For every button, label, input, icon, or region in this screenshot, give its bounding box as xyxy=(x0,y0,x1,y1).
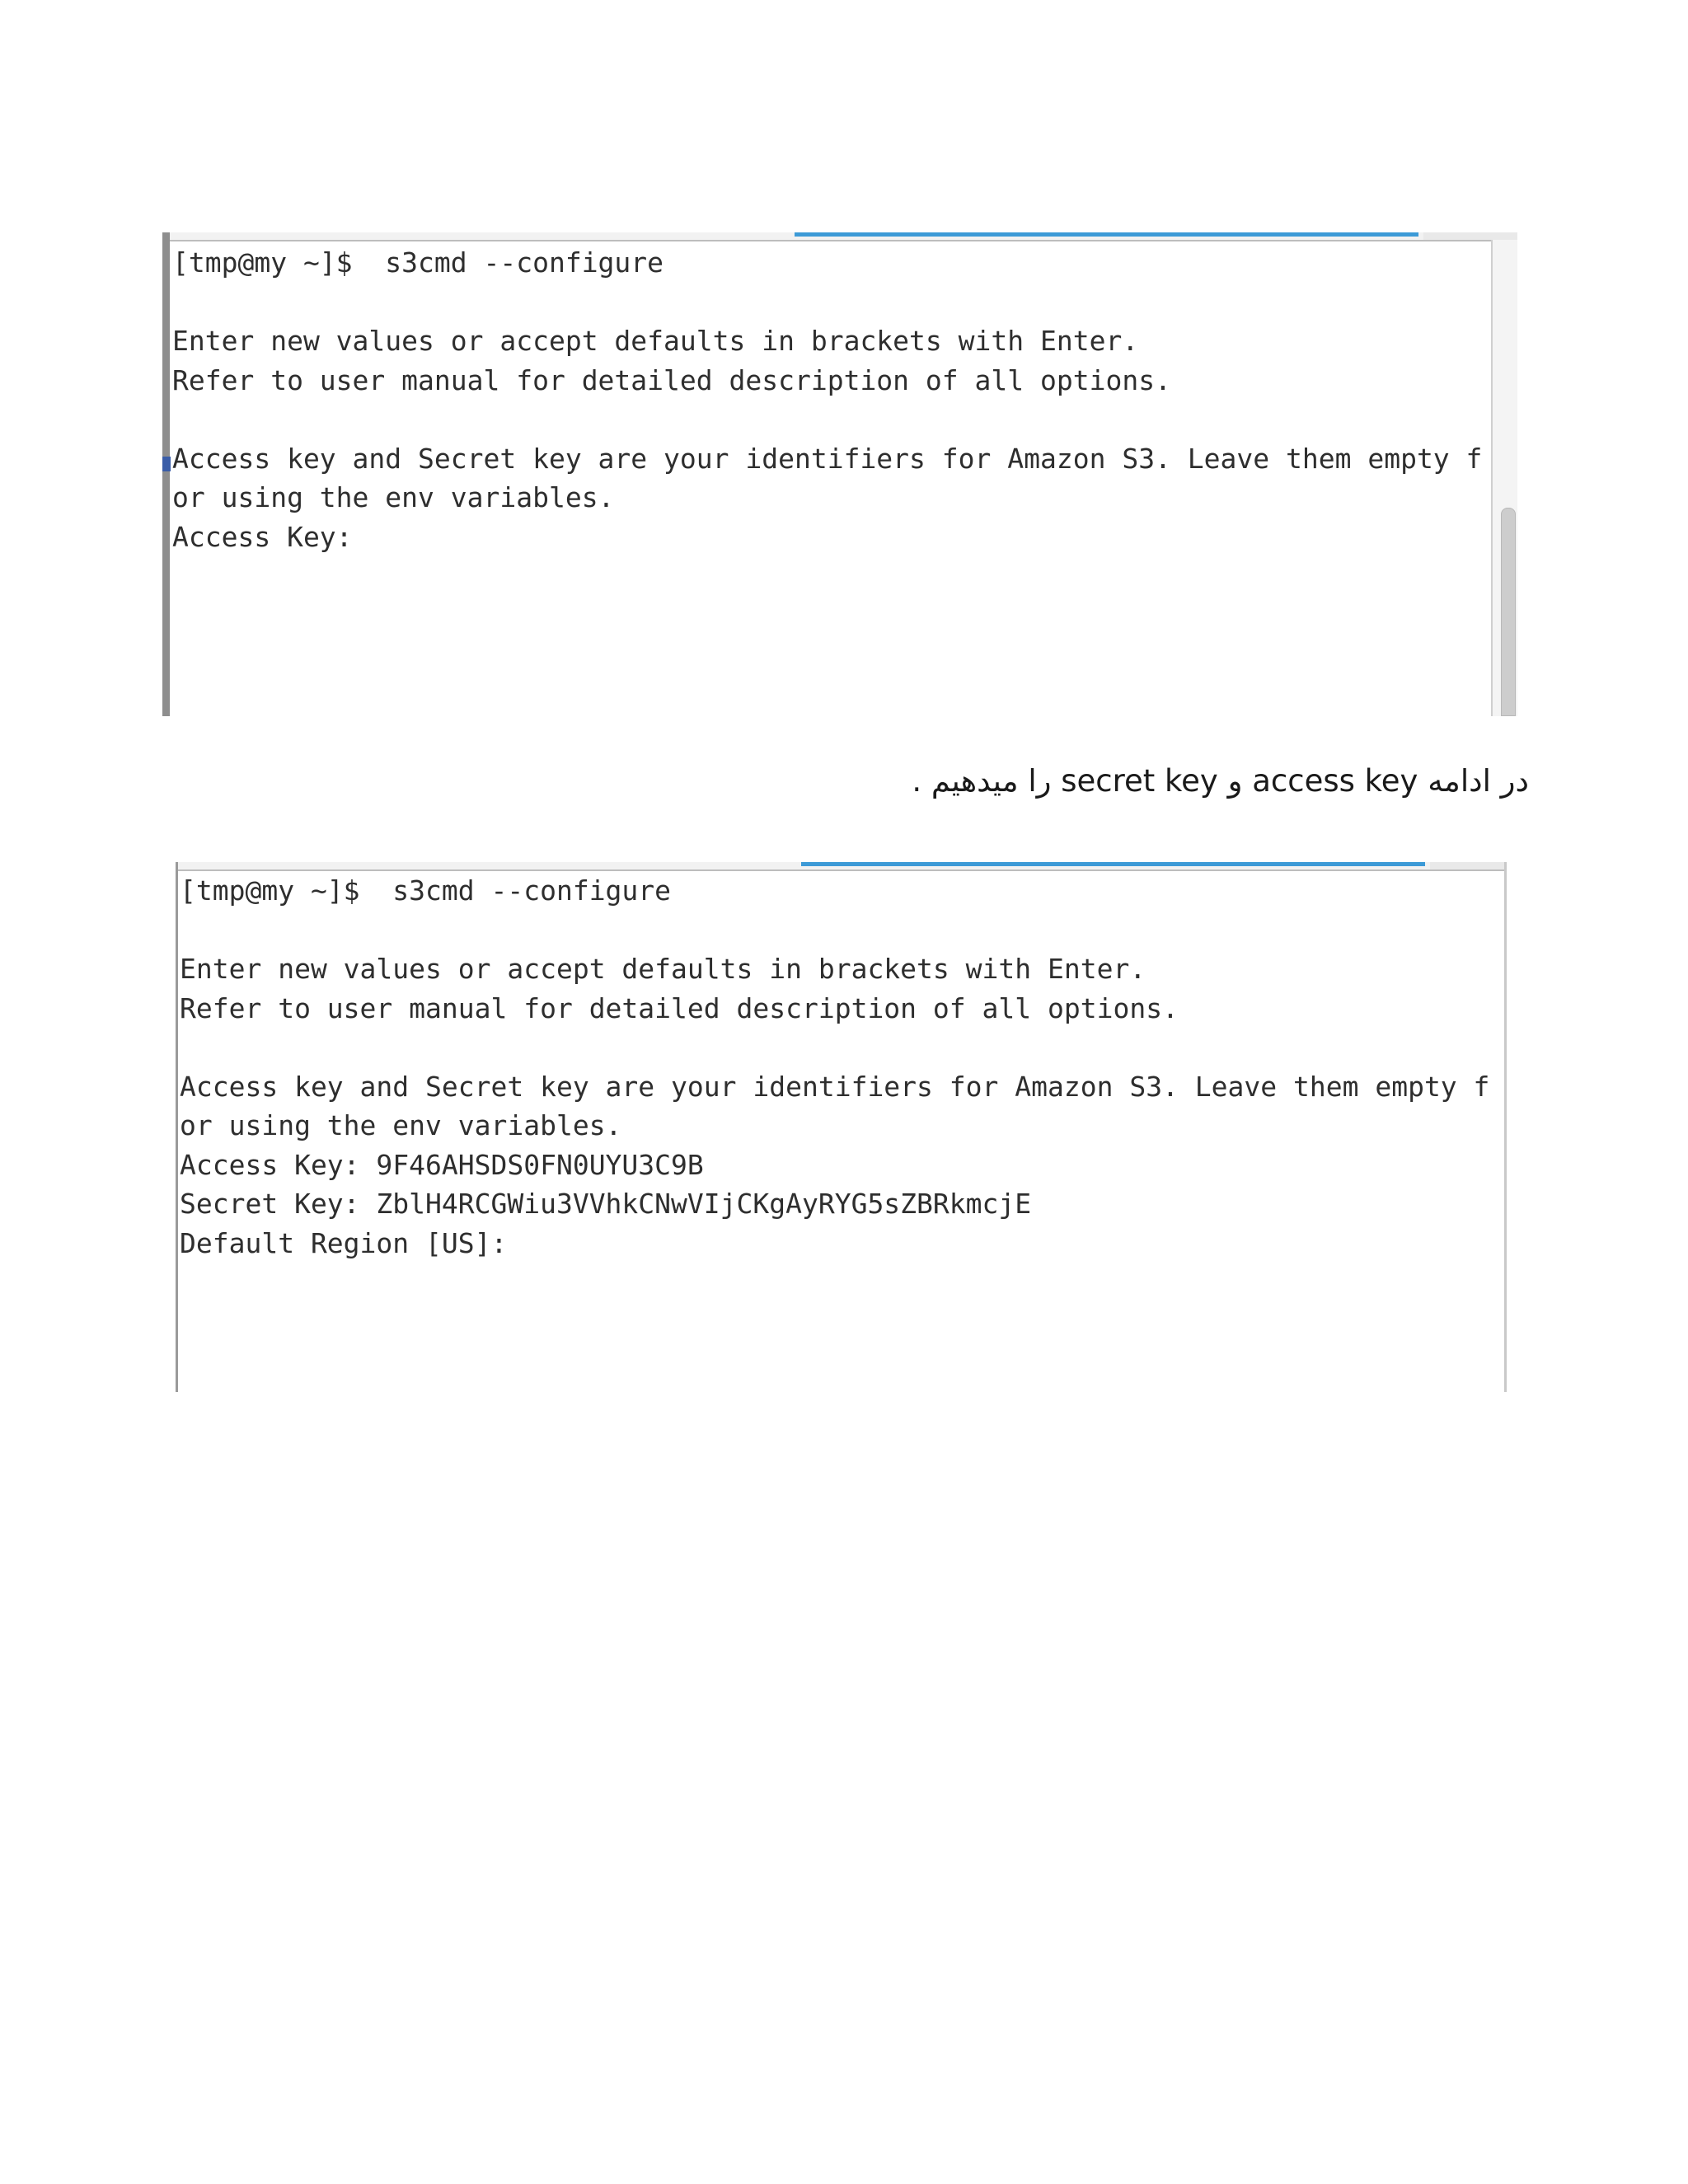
terminal-line-marker xyxy=(162,457,171,471)
vertical-scrollbar[interactable] xyxy=(1491,240,1517,716)
terminal-line: [tmp@my ~]$ s3cmd --configure xyxy=(180,874,672,907)
terminal-line: or using the env variables. xyxy=(180,1109,622,1141)
scrollbar-thumb[interactable] xyxy=(1501,508,1516,716)
terminal-line: Enter new values or accept defaults in brackets with Enter. xyxy=(172,325,1139,357)
terminal-prompt-line: Default Region [US]: xyxy=(180,1226,508,1259)
terminal-line: Refer to user manual for detailed description of all options. xyxy=(180,991,1179,1024)
terminal-line: Enter new values or accept defaults in brackets with Enter. xyxy=(180,953,1146,985)
terminal-prompt-line: Access Key: xyxy=(172,520,353,553)
terminal-tab-bar xyxy=(176,862,1507,871)
tab-bar-filler xyxy=(1423,232,1517,240)
terminal-tab-bar xyxy=(162,232,1517,241)
active-tab-indicator xyxy=(801,862,1425,866)
secret-key-line: Secret Key: ZblH4RCGWiu3VVhkCNwVIjCKgAyRYG5sZBRkmcjE xyxy=(180,1188,1032,1220)
terminal-output[interactable] xyxy=(180,871,1489,1263)
window-left-edge xyxy=(176,862,178,1392)
terminal-line: Access key and Secret key are your identifiers for Amazon S3. Leave them empty f xyxy=(172,442,1483,475)
terminal-line: Refer to user manual for detailed description of all options. xyxy=(172,363,1171,396)
tab-bar-filler xyxy=(1430,862,1507,869)
terminal-window-2 xyxy=(176,862,1507,1392)
terminal-line: or using the env variables. xyxy=(172,481,615,513)
window-left-edge xyxy=(162,232,170,716)
access-key-line: Access Key: 9F46AHSDS0FN0UYU3C9B xyxy=(180,1148,704,1181)
terminal-window-1 xyxy=(162,232,1517,716)
active-tab-indicator xyxy=(795,232,1418,237)
window-right-edge xyxy=(1504,862,1507,1392)
terminal-output[interactable] xyxy=(172,243,1482,556)
terminal-line: Access key and Secret key are your identifiers for Amazon S3. Leave them empty f xyxy=(180,1070,1490,1103)
instruction-caption: در ادامه access key و secret key را میدهیم . xyxy=(912,763,1529,799)
terminal-line: [tmp@my ~]$ s3cmd --configure xyxy=(172,246,664,279)
